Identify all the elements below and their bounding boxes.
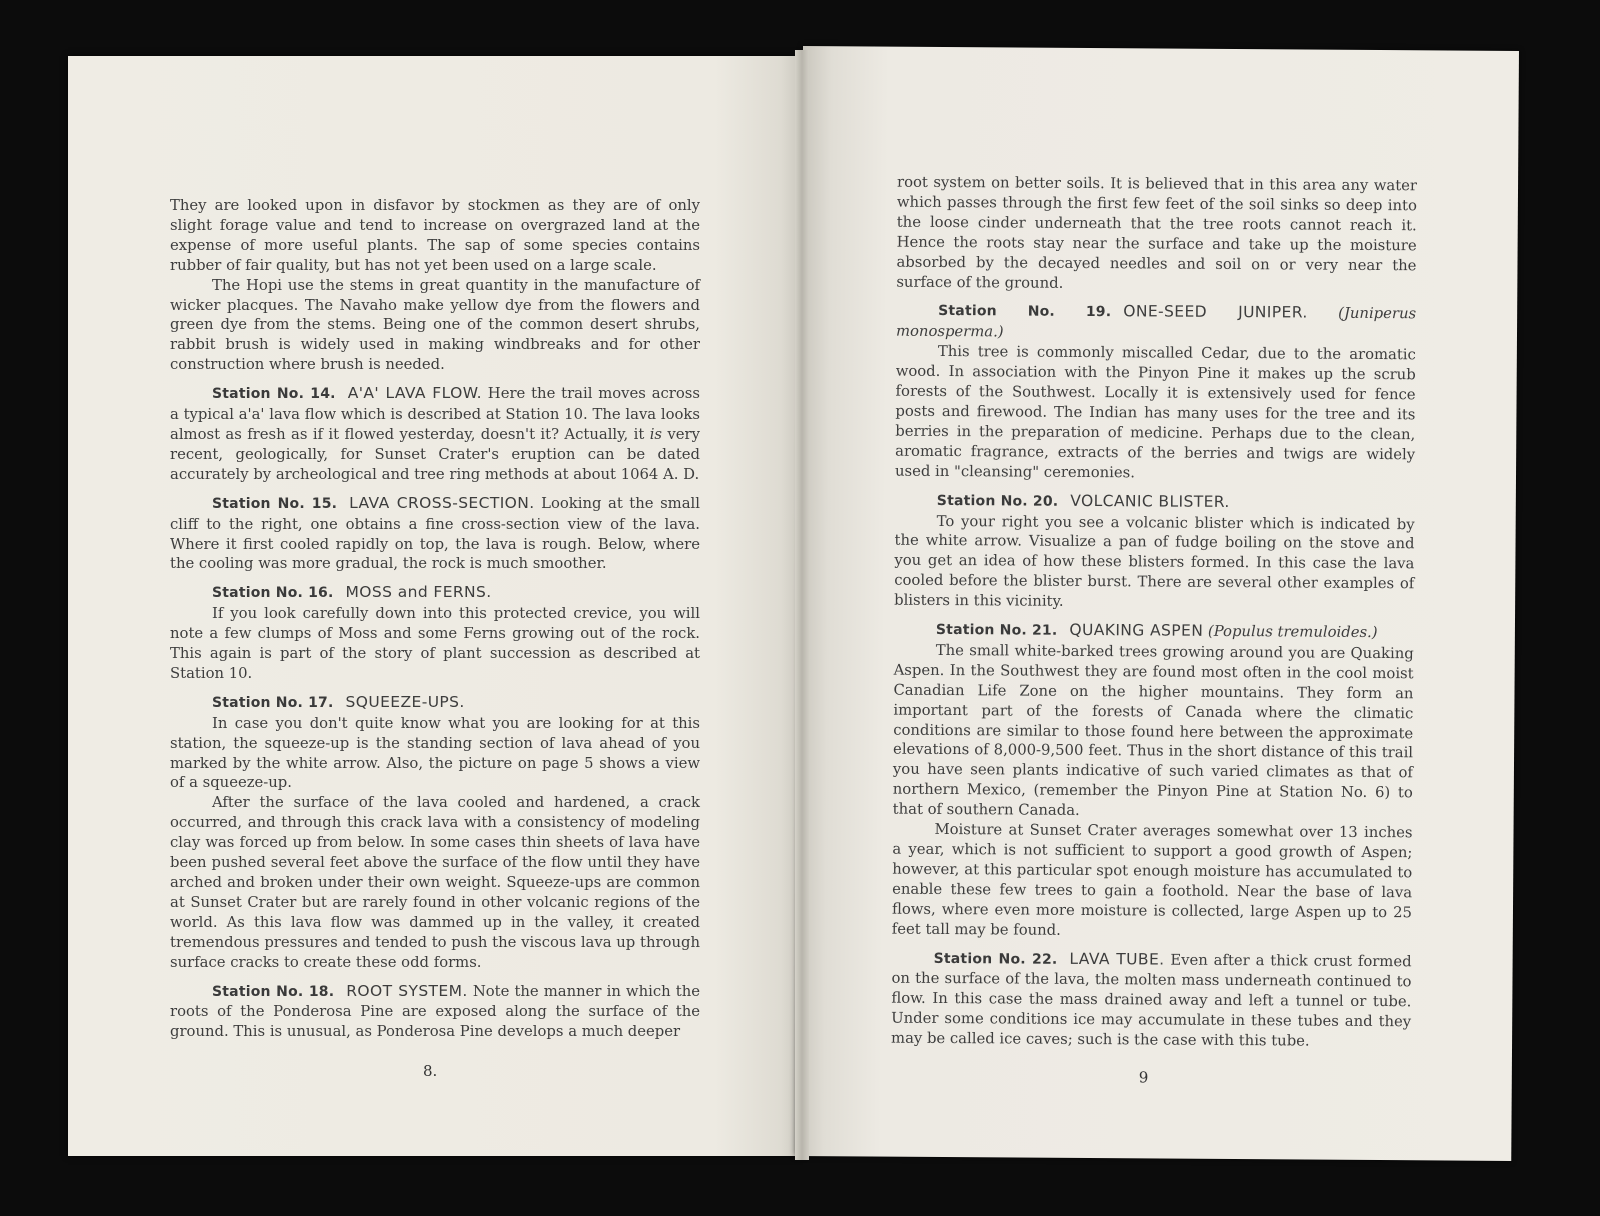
latin-name: (Populus tremuloides.) xyxy=(1207,622,1378,642)
station-text: very recent, geologically, for Sunset Crater's eruption can be dated accurately by archeological and tree ring methods at about 1064 A. D. xyxy=(170,425,700,483)
paragraph: The small white-barked trees growing around you are Quaking Aspen. In the Southwest they are found most often in the cool moist Canadian Life Zone on the higher mountains. They form an important part of the forests of Canada where the climatic conditions are similar to those found here between the approximate elevations of 8,000-9,500 feet. Thus in the short distance of this trail you have seen plants indicative of such varied climates as that of northern Mexico, (remember the Pinyon Pine at Station No. 6) to that of southern Canada. xyxy=(892,641,1414,820)
paragraph: They are looked upon in disfavor by stockmen as they are of only slight forage value and tend to increase on overgrazed land at the expense of more useful plants. The sap of some species contains rubber of fair quality, but has not yet been used on a large scale. xyxy=(170,197,700,274)
station-label: Station No. 16. xyxy=(212,585,334,602)
station-text: Even after a thick crust formed on the surface of the lava, the molten mass underneath continued to flow. In this case the mass drained away and left a tunnel or tube. Under some conditions ice may accumulate in these tubes and they may be called ice caves; such is the case with this tube. xyxy=(891,951,1412,1050)
latin-name: (Juniperus monosperma.) xyxy=(895,305,1417,341)
paragraph: This tree is commonly miscalled Cedar, due to the aromatic wood. In association with the Pinyon Pine it makes up the scrub forests of the Southwest. Locally it is extensively used for fence posts and firewood. The Indian has many uses for the tree and its berries in the preparation of medicine. Perhaps due to the clean, aromatic fragrance, extracts of the berries and twigs are widely used in "cleansing" ceremonies. xyxy=(894,343,1416,482)
station-title: LAVA TUBE. xyxy=(1069,949,1165,969)
station-text: Looking at the small cliff to the right, one obtains a fine cross-section view of the lava. Where it first cooled rapidly on top, the lava is rough. Below, where the cooling was more gradual, the rock is much smoother. xyxy=(170,494,700,573)
station-title: VOLCANIC BLISTER. xyxy=(1070,491,1230,511)
station-17-heading xyxy=(170,693,700,714)
station-title: ROOT SYSTEM. xyxy=(346,981,468,1000)
station-label: Station No. 22. xyxy=(933,950,1058,968)
station-15-entry xyxy=(170,494,700,575)
paragraph: After the surface of the lava cooled and hardened, a crack occurred, and through this crack lava with a consistency of modeling clay was forced up from below. In some cases thin sheets of lava have been pushed several feet above the surface of the flow until they have arched and broken under their own weight. Squeeze-ups are common at Sunset Crater but are rarely found in other volcanic regions of the world. As this lava flow was dammed up in the valley, it created tremendous pressures and tended to push the viscous lava up through surface cracks to create these odd forms. xyxy=(170,794,700,971)
station-title: ONE-SEED JUNIPER. xyxy=(1123,302,1308,322)
station-text: Here the trail moves across a typical a'a' lava flow which is described at Station 10. The lava looks almost as fresh as if it flowed yesterday, doesn't it? Actually, it xyxy=(170,385,700,443)
paragraph: In case you don't quite know what you are looking for at this station, the squeeze-up is the standing section of lava ahead of you marked by the white arrow. Also, the picture on page 5 shows a view of a squeeze-up. xyxy=(170,714,700,792)
paragraph: Moisture at Sunset Crater averages somewhat over 13 inches a year, which is not sufficient to support a good growth of Aspen; however, at this particular spot enough moisture has accumulated to enable these few trees to gain a foothold. Near the base of lava flows, where even more moisture is collected, large Aspen up to 25 feet tall may be found. xyxy=(891,821,1413,939)
station-18-entry xyxy=(170,982,700,1043)
station-label: Station No. 21. xyxy=(935,621,1058,639)
station-title: A'A' LAVA FLOW. xyxy=(347,384,482,403)
station-label: Station No. 19. xyxy=(938,303,1112,321)
station-14-entry xyxy=(170,384,700,485)
station-title: QUAKING ASPEN xyxy=(1069,620,1204,640)
station-label: Station No. 18. xyxy=(212,983,335,1000)
emphasis: is xyxy=(649,425,663,443)
station-title: LAVA CROSS-SECTION. xyxy=(349,493,535,512)
left-page xyxy=(68,56,803,1156)
book-gutter xyxy=(795,50,809,1160)
station-20-heading xyxy=(895,490,1415,515)
paragraph: To your right you see a volcanic blister which is indicated by the white arrow. Visualize a pan of fudge boiling on the stove and you get an idea of how these blisters formed. In this case the lava cooled before the blister burst. There are several other examples of blisters in this vicinity. xyxy=(894,512,1415,610)
station-label: Station No. 20. xyxy=(936,492,1059,510)
paragraph: root system on better soils. It is believed that in this area any water which passes through the first few feet of the soil sinks so deep into the loose cinder underneath that the tree roots cannot reach it. Hence the roots stay near the surface and take up the moisture absorbed by the decayed needles and soil on or very near the surface of the ground. xyxy=(896,173,1418,292)
right-page xyxy=(795,46,1519,1161)
station-title: MOSS and FERNS. xyxy=(345,583,492,602)
station-22-entry xyxy=(891,948,1412,1052)
station-title: SQUEEZE-UPS. xyxy=(345,692,465,711)
station-label: Station No. 14. xyxy=(212,386,336,403)
page-number: 9 xyxy=(1138,1068,1149,1087)
station-16-heading xyxy=(170,583,700,604)
station-label: Station No. 17. xyxy=(212,694,334,711)
right-page-text xyxy=(891,173,1417,1053)
paragraph: If you look carefully down into this protected crevice, you will note a few clumps of Moss and some Ferns growing out of the rock. This again is part of the story of plant succession as described at Station 10. xyxy=(170,605,700,682)
page-number: 8. xyxy=(423,1062,438,1080)
paragraph: The Hopi use the stems in great quantity in the manufacture of wicker placques. The Navaho make yellow dye from the flowers and green dye from the stems. Being one of the common desert shrubs, rabbit brush is widely used in making windbreaks and for other construction where brush is needed. xyxy=(170,276,700,374)
left-page-text xyxy=(170,196,700,1042)
station-label: Station No. 15. xyxy=(212,495,338,512)
station-text: Note the manner in which the roots of the Ponderosa Pine are exposed along the surface of the ground. This is unusual, as Ponderosa Pine develops a much deeper xyxy=(170,982,700,1041)
station-19-heading xyxy=(896,301,1416,345)
